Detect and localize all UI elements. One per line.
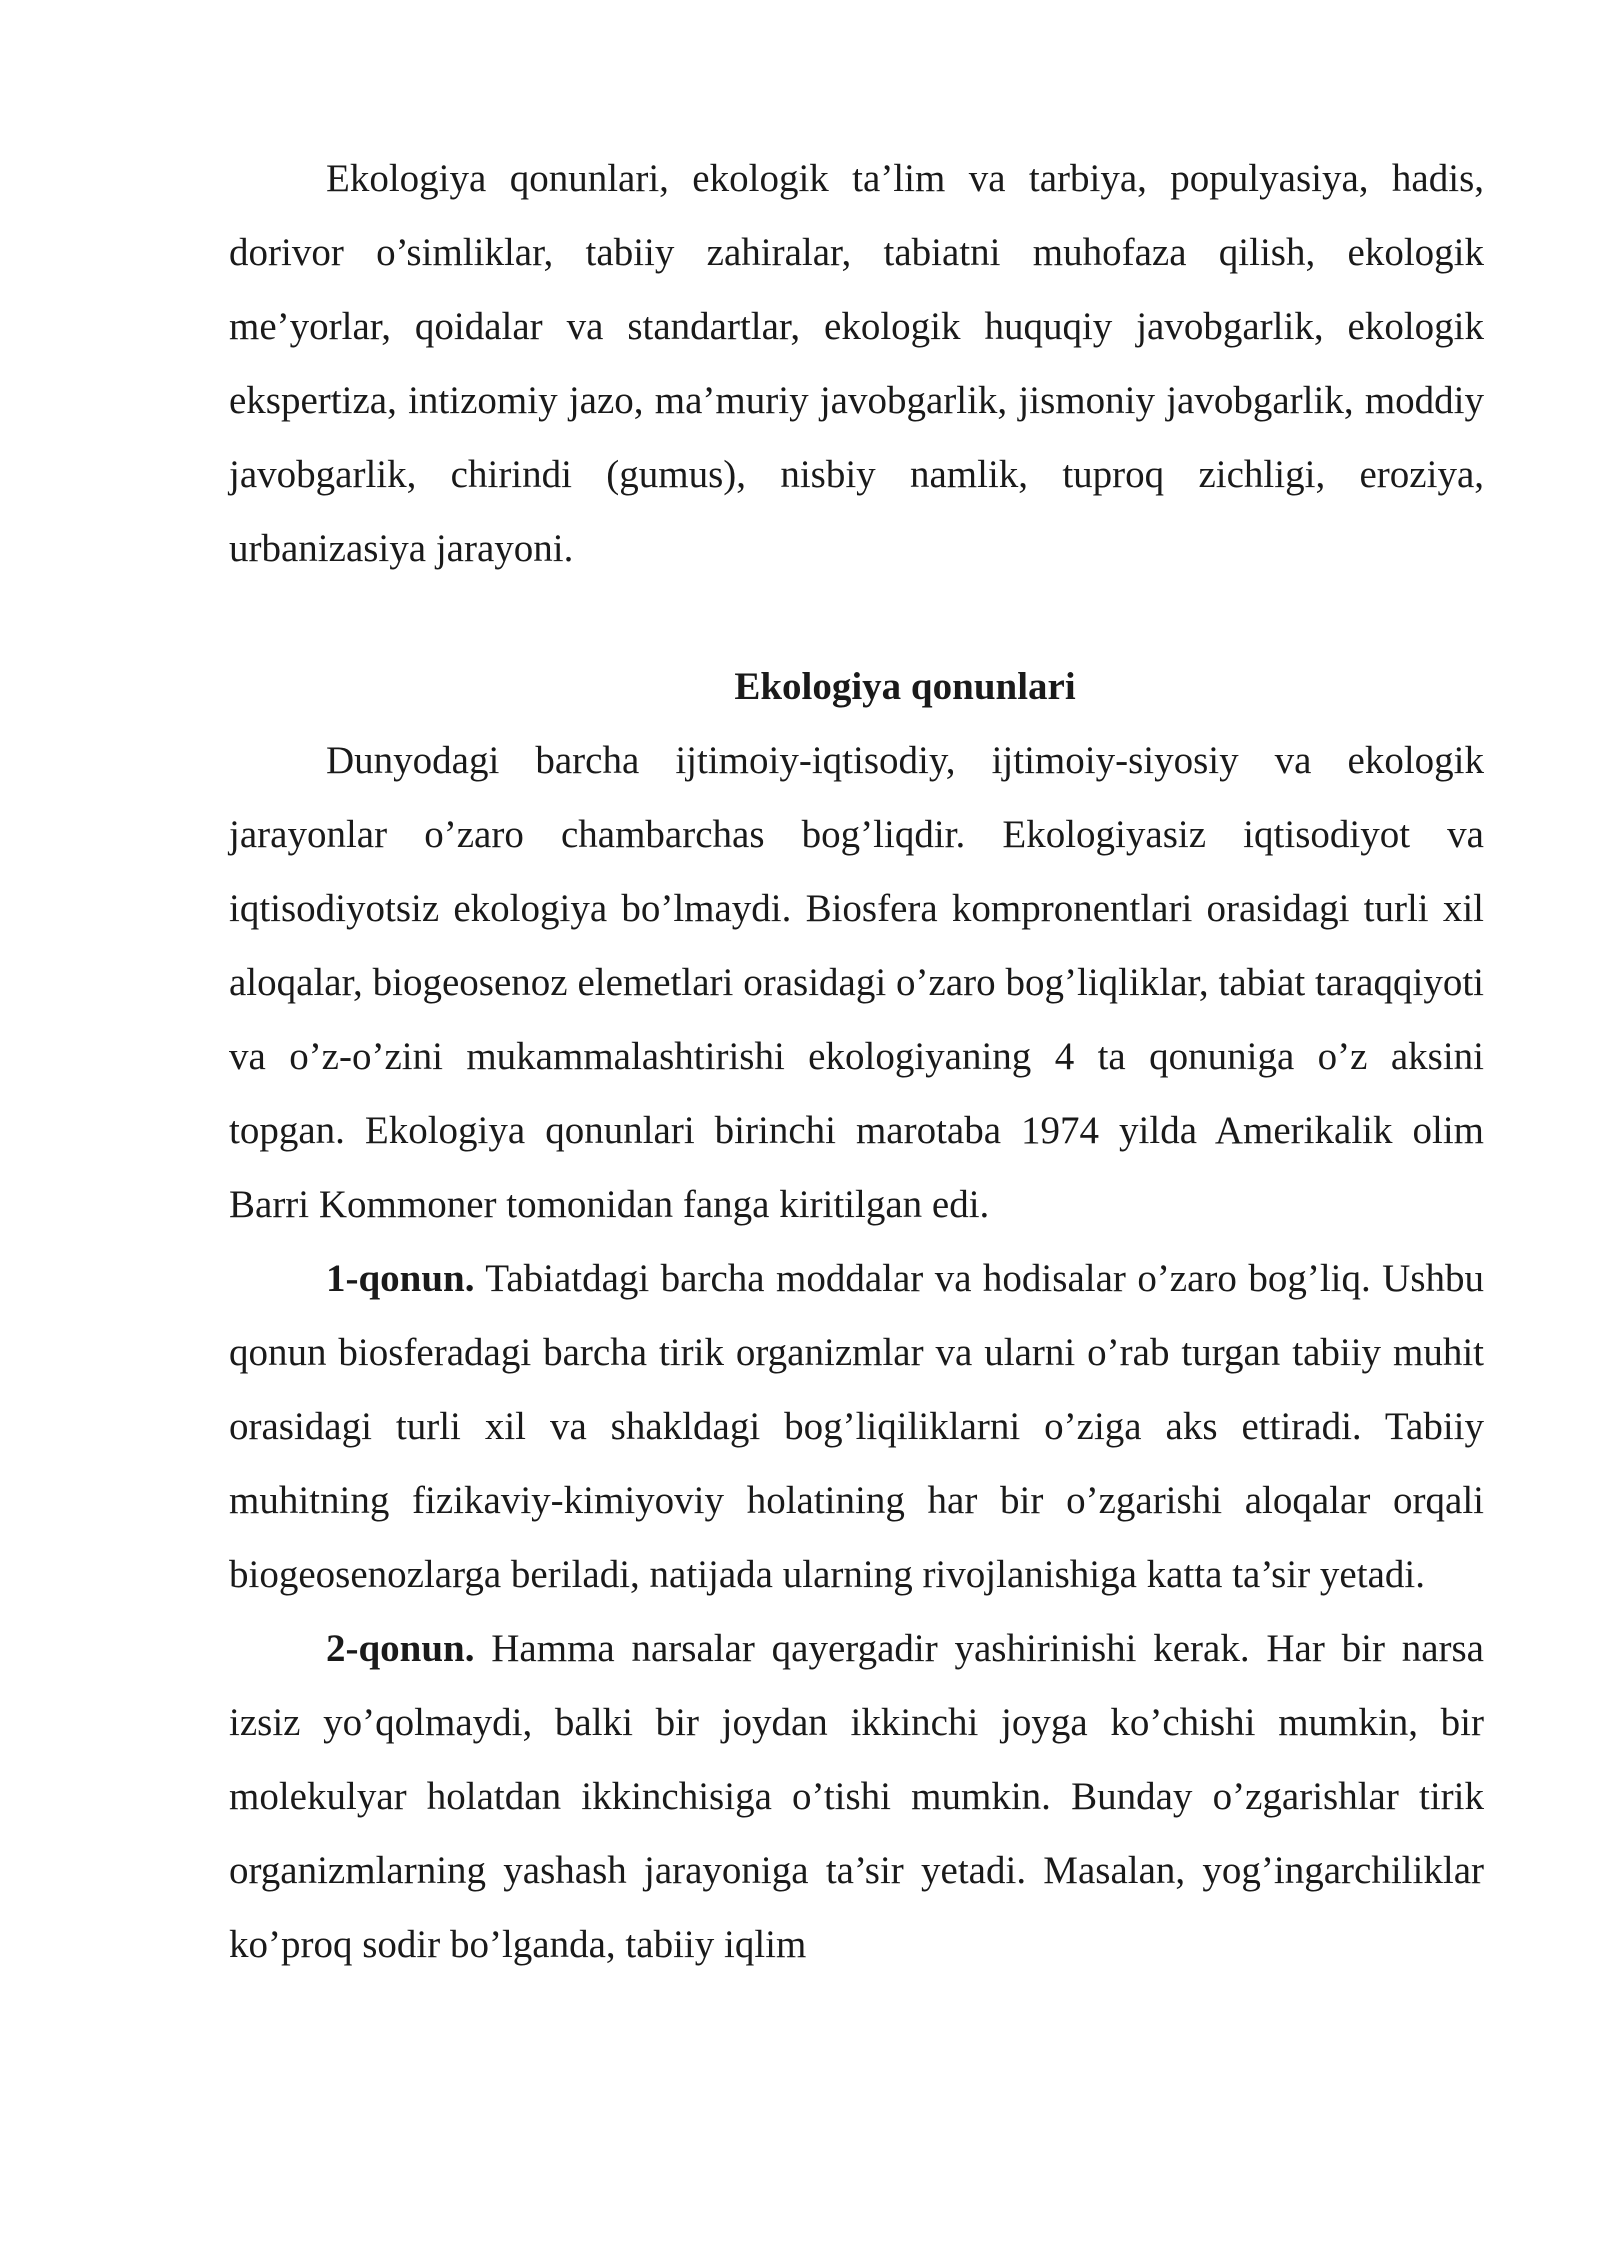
law-2-paragraph xyxy=(229,1612,1484,1982)
law-2-text: Hamma narsalar qayergadir yashirinishi kerak. Har bir narsa izsiz yo’qolmaydi, balki bir joydan ikkinchi joyga ko’chishi mumkin, bir molekulyar holatdan ikkinchisiga o’tishi mumkin. Bunday o’zgarishlar tirik organizmlarning yashash jarayoniga ta’sir yetadi. Masalan, yog’ingarchiliklar ko’proq sodir bo’lganda, tabiiy iqlim xyxy=(229,1627,1484,1966)
law-2-label: 2-qonun. xyxy=(326,1627,475,1670)
law-1-label: 1-qonun. xyxy=(326,1257,475,1300)
intro-paragraph: Dunyodagi barcha ijtimoiy-iqtisodiy, ijtimoiy-siyosiy va ekologik jarayonlar o’zaro chambarchas bog’liqdir. Ekologiyasiz iqtisodiyot va iqtisodiyotsiz ekologiya bo’lmaydi. Biosfera kompronentlari orasidagi turli xil aloqalar, biogeosenoz elemetlari orasidagi o’zaro bog’liqliklar, tabiat taraqqiyoti va o’z-o’zini mukammalashtirishi ekologiyaning 4 ta qonuniga o’z aksini topgan. Ekologiya qonunlari birinchi marotaba 1974 yilda Amerikalik olim Barri Kommoner tomonidan fanga kiritilgan edi. xyxy=(229,739,1484,1226)
section-title: Ekologiya qonunlari xyxy=(734,665,1076,708)
document-page xyxy=(229,142,1484,1982)
law-1-text: Tabiatdagi barcha moddalar va hodisalar o’zaro bog’liq. Ushbu qonun biosferadagi barcha tirik organizmlar va ularni o’rab turgan tabiiy muhit orasidagi turli xil va shakldagi bog’liqiliklarni o’ziga aks ettiradi. Tabiiy muhitning fizikaviy-kimiyoviy holatining har bir o’zgarishi aloqalar orqali biogeosenozlarga beriladi, natijada ularning rivojlanishiga katta ta’sir yetadi. xyxy=(229,1257,1484,1596)
law-1-paragraph xyxy=(229,1242,1484,1612)
keywords-paragraph: Ekologiya qonunlari, ekologik ta’lim va tarbiya, populyasiya, hadis, dorivor o’simliklar, tabiiy zahiralar, tabiatni muhofaza qilish, ekologik me’yorlar, qoidalar va standartlar, ekologik huquqiy javobgarlik, ekologik ekspertiza, intizomiy jazo, ma’muriy javobgarlik, jismoniy javobgarlik, moddiy javobgarlik, chirindi (gumus), nisbiy namlik, tuproq zichligi, eroziya, urbanizasiya jarayoni. xyxy=(229,157,1484,570)
